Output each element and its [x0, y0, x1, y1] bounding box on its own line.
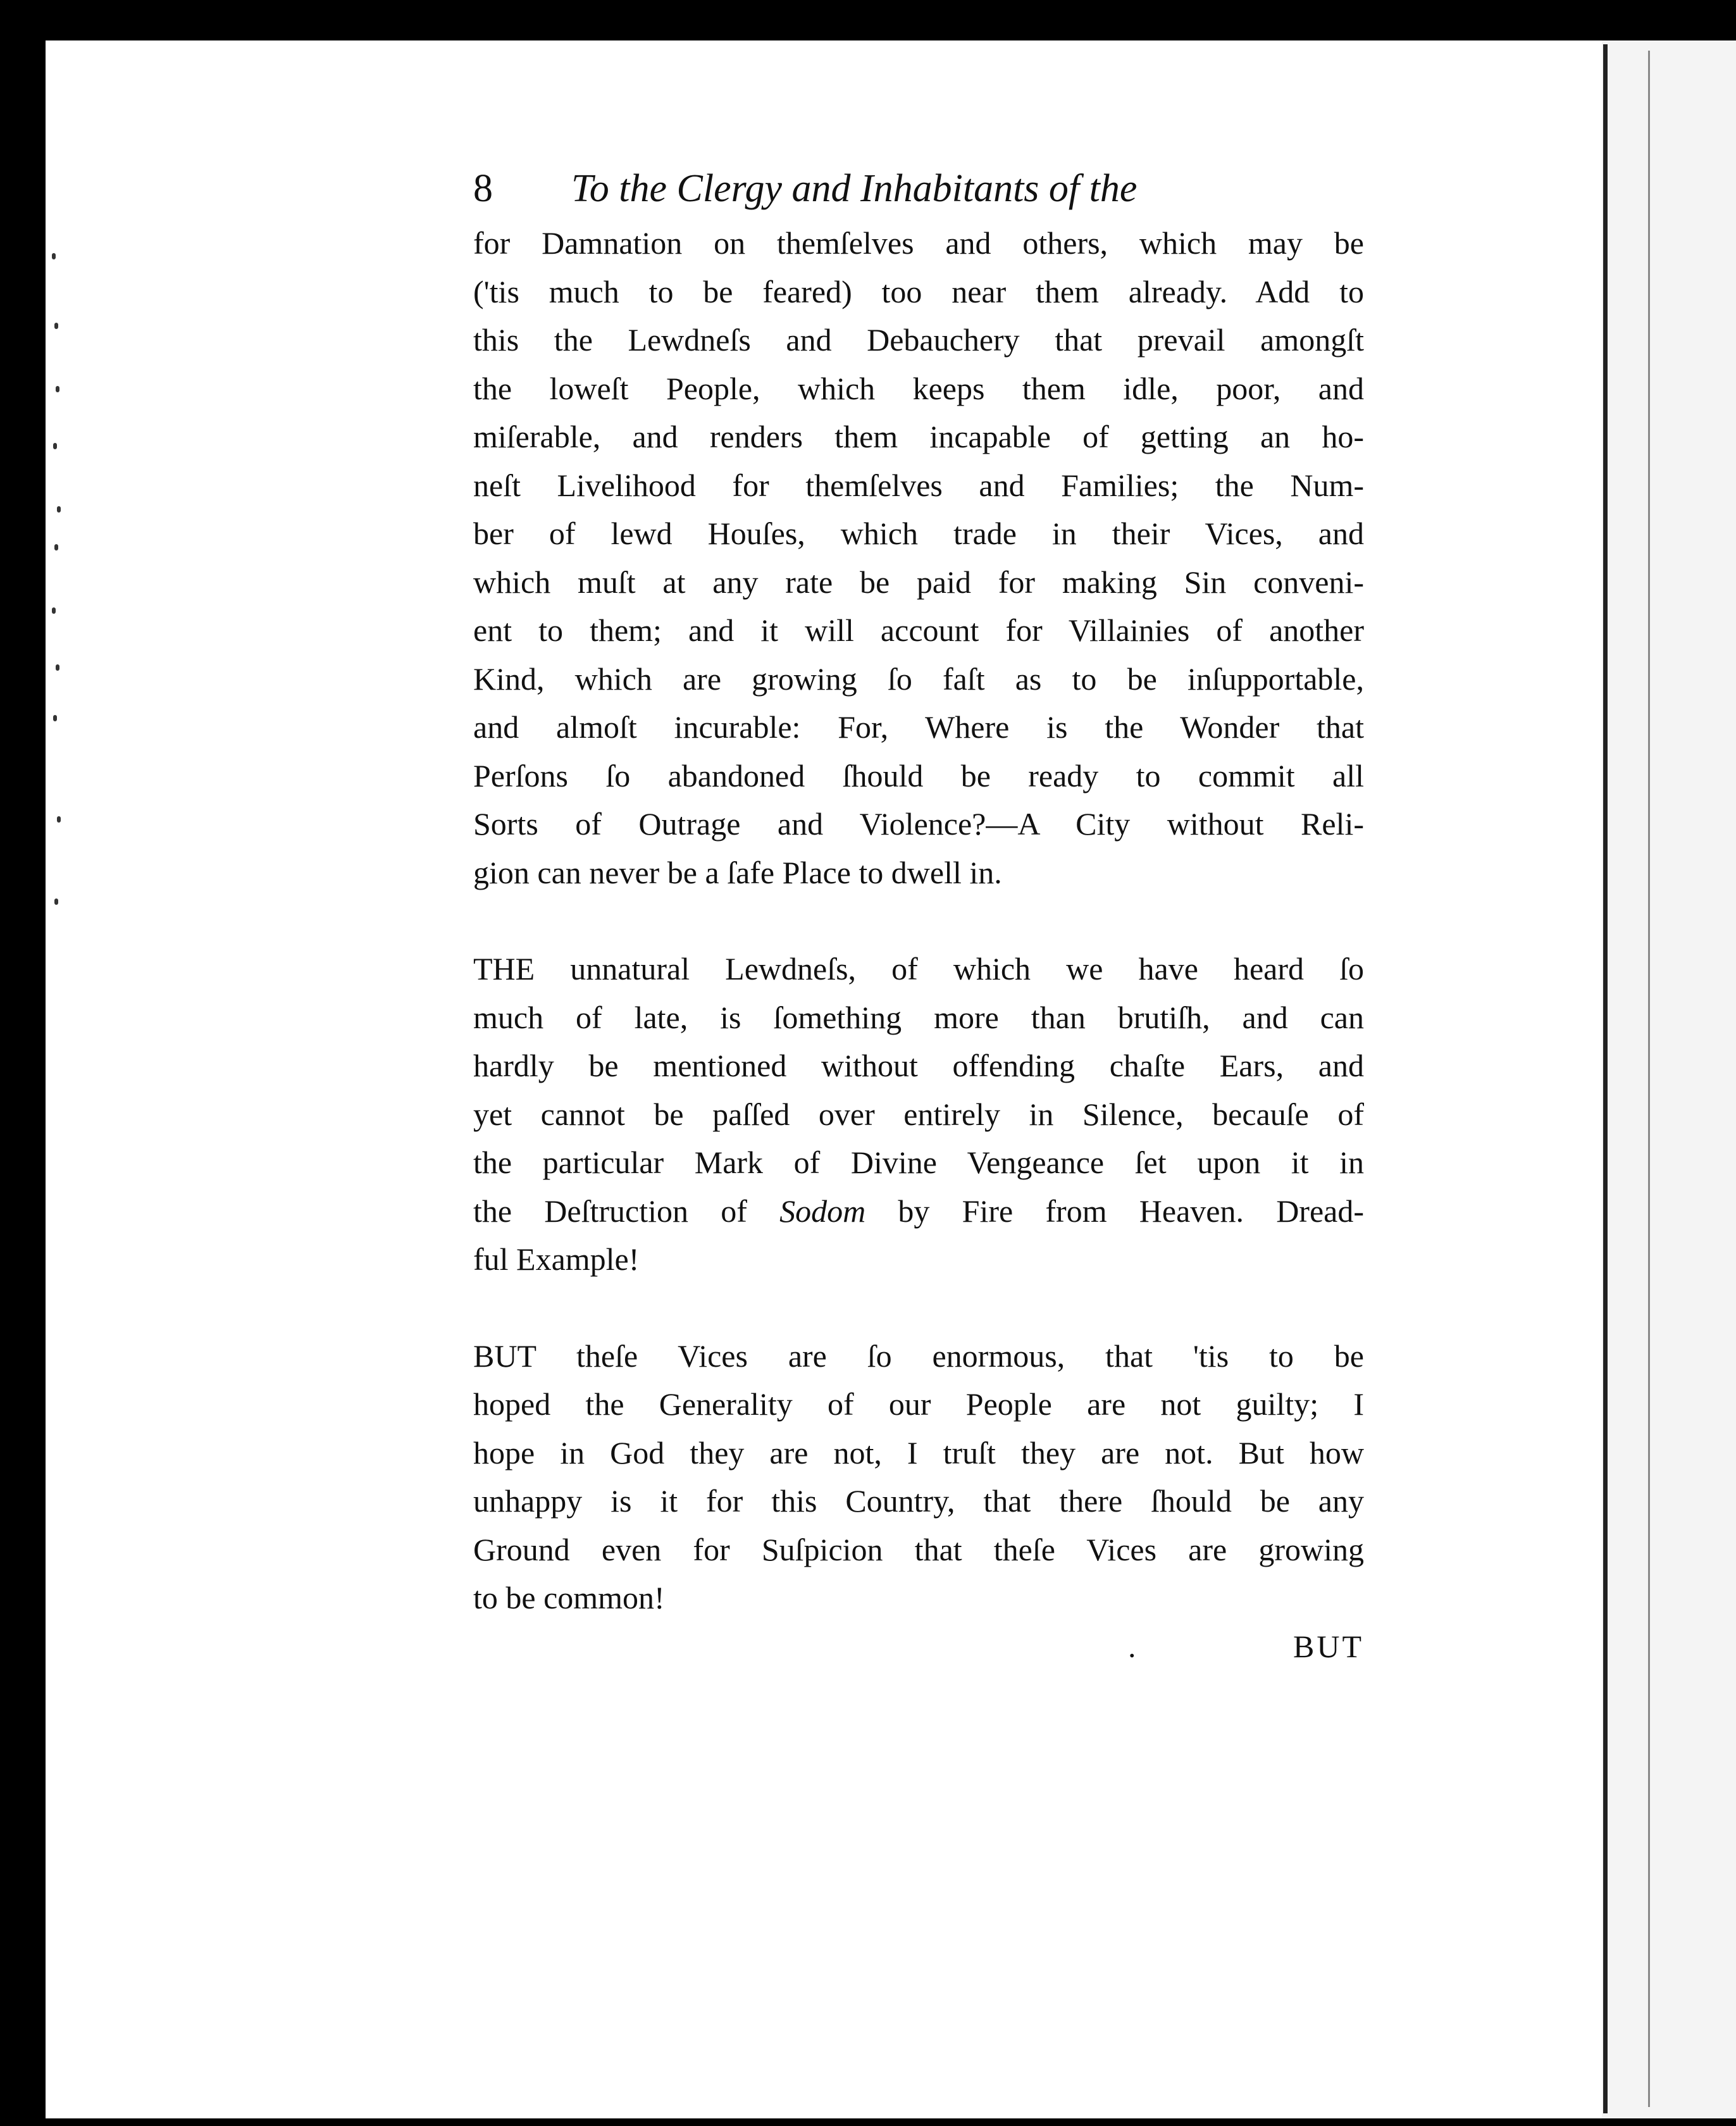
- page-edge-line: [1648, 51, 1650, 2107]
- text-line: ('tis much to be feared) too near them already. Add to: [473, 273, 1364, 309]
- text-line: hoped the Generality of our People are not guilty; I: [473, 1386, 1364, 1422]
- gutter-shadow: [1603, 44, 1608, 2113]
- paragraph-1: [473, 219, 1364, 897]
- text-line: ful Example!: [473, 1241, 640, 1277]
- text-line: Sorts of Outrage and Violence?—A City without Reli-: [473, 806, 1364, 842]
- text-line: and almoſt incurable: For, Where is the Wonder that: [473, 709, 1364, 745]
- text-line: THE unnatural Lewdneſs, of which we have heard ſo: [473, 951, 1364, 986]
- text-line: ent to them; and it will account for Villainies of another: [473, 612, 1364, 648]
- text-line: yet cannot be paſſed over entirely in Silence, becauſe of: [473, 1096, 1364, 1132]
- text-line: Ground even for Suſpicion that theſe Vices are growing: [473, 1531, 1364, 1567]
- italic-sodom: Sodom: [779, 1193, 866, 1229]
- text-line: the Deſtruction of Sodom by Fire from Heaven. Dread-: [473, 1193, 1364, 1229]
- page-header: [473, 158, 1364, 219]
- text-line: to be common!: [473, 1580, 665, 1615]
- text-line: this the Lewdneſs and Debauchery that prevail amongſt: [473, 322, 1364, 357]
- text-line: miſerable, and renders them incapable of getting an ho-: [473, 419, 1364, 454]
- text-line: hope in God they are not, I truſt they are not. But how: [473, 1434, 1364, 1470]
- text-line: unhappy is it for this Country, that there ſhould be any: [473, 1483, 1364, 1519]
- text-line: gion can never be a ſafe Place to dwell in.: [473, 854, 1002, 890]
- text-line: Perſons ſo abandoned ſhould be ready to commit all: [473, 757, 1364, 793]
- paragraph-3: [473, 1332, 1364, 1622]
- catchword: BUT: [1293, 1628, 1364, 1664]
- paragraph-gap: [473, 897, 1364, 945]
- text-line: Kind, which are growing ſo faſt as to be inſupportable,: [473, 661, 1364, 697]
- page-text: [473, 158, 1364, 1673]
- adjacent-page-edge: [1602, 40, 1736, 2118]
- text-line: the loweſt People, which keeps them idle, poor, and: [473, 370, 1364, 406]
- catchword-row: [473, 1622, 1364, 1673]
- stray-dot: .: [1128, 1628, 1136, 1664]
- text-line: the particular Mark of Divine Vengeance ſet upon it in: [473, 1145, 1364, 1180]
- paragraph-gap: [473, 1284, 1364, 1332]
- margin-specks: [51, 253, 70, 1139]
- page-number: 8: [473, 167, 493, 210]
- text-line: hardly be mentioned without offending chaſte Ears, and: [473, 1048, 1364, 1083]
- text-line: much of late, is ſomething more than brutiſh, and can: [473, 999, 1364, 1035]
- text-line: which muſt at any rate be paid for making Sin conveni-: [473, 564, 1364, 600]
- text-line: BUT theſe Vices are ſo enormous, that 'tis to be: [473, 1338, 1364, 1374]
- text-line: ber of lewd Houſes, which trade in their Vices, and: [473, 516, 1364, 551]
- text-line: neſt Livelihood for themſelves and Families; the Num-: [473, 467, 1364, 503]
- text-line: for Damnation on themſelves and others, which may be: [473, 225, 1364, 261]
- paragraph-2: [473, 945, 1364, 1284]
- running-head: To the Clergy and Inhabitants of the: [571, 167, 1138, 210]
